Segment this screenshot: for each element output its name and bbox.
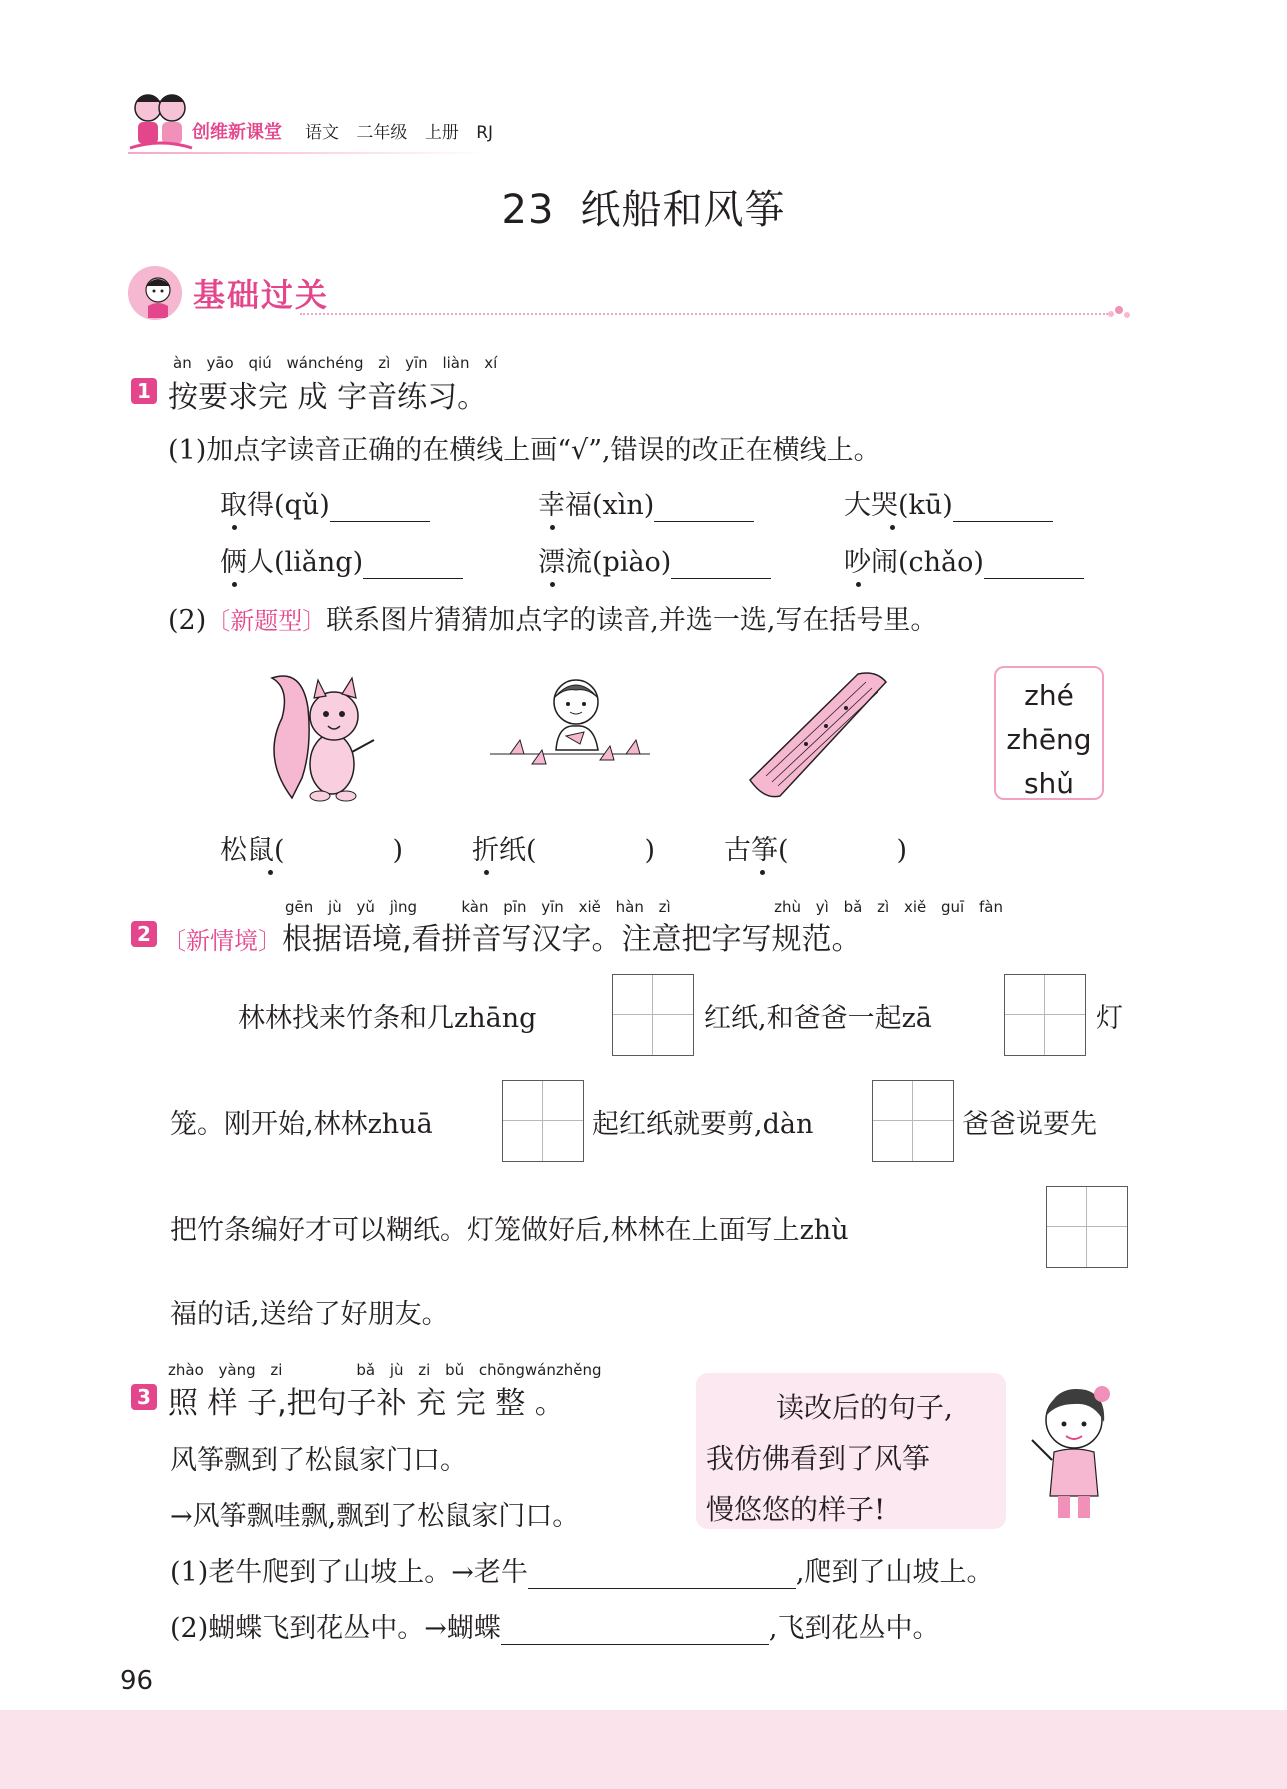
answer-blank[interactable] (984, 548, 1084, 579)
header-grade: 二年级 (356, 123, 408, 143)
q3-item2: (2)蝴蝶飞到花丛中。→蝴蝶 ,飞到花丛中。 (170, 1613, 940, 1644)
q1-fill-item: 松鼠( ) (220, 835, 404, 866)
section-title: 基础过关 (193, 276, 330, 314)
q1-word-item: 吵闹(chǎo) (844, 540, 1084, 579)
answer-blank[interactable] (330, 491, 430, 522)
footer-band (0, 1710, 1287, 1789)
q1-fill-item: 折纸( ) (472, 835, 656, 866)
emphasis-dot (550, 525, 555, 530)
q2-line1-a: 林林找来竹条和几zhāng (238, 1003, 537, 1034)
q2-line2-c: 爸爸说要先 (962, 1109, 1097, 1140)
q1-part2-instruction: (2)〔新题型〕联系图片猜猜加点字的读音,并选一选,写在括号里。 (168, 605, 938, 636)
q1-fill-item: 古筝( ) (724, 835, 908, 866)
emphasis-dot (760, 870, 765, 875)
lesson-title (0, 178, 1287, 235)
answer-blank[interactable] (953, 491, 1053, 522)
q1-word-item: 漂流(piào) (538, 540, 771, 579)
emphasis-dot (232, 582, 237, 587)
q3-example-rewrite: →风筝飘哇飘,飘到了松鼠家门口。 (170, 1501, 580, 1532)
pinyin-option: shǔ (1023, 767, 1075, 800)
squirrel-image (262, 668, 382, 804)
answer-blank[interactable] (501, 1614, 769, 1645)
header-brand: 创维新课堂 (192, 122, 282, 143)
q1-word-item: 幸福(xìn) (538, 483, 754, 522)
q2-line1-c: 灯 (1096, 1003, 1123, 1034)
section-divider-dots-icon (1106, 302, 1132, 320)
emphasis-dot (484, 870, 489, 875)
writing-grid-box[interactable] (502, 1080, 584, 1162)
guzheng-image (746, 668, 892, 804)
lesson-name: 纸船和风筝 (580, 187, 786, 233)
q3-number: 3 (131, 1384, 157, 1410)
section-divider (300, 313, 1108, 315)
header-edition: RJ (476, 123, 494, 143)
writing-grid-box[interactable] (872, 1080, 954, 1162)
q2-line1-b: 红纸,和爸爸一起zā (704, 1003, 932, 1034)
q2-line2-a: 笼。刚开始,林林zhuā (170, 1109, 433, 1140)
lesson-number: 23 (501, 187, 555, 233)
boy-folding-paper-image (480, 674, 660, 784)
q1-title: 按要求完 成 字音练习。 (168, 380, 488, 415)
emphasis-dot (550, 582, 555, 587)
q1-word-item: 俩人(liǎng) (220, 540, 463, 579)
new-context-tag: 〔新情境〕 (162, 927, 282, 955)
q3-item1: (1)老牛爬到了山坡上。→老牛 ,爬到了山坡上。 (170, 1557, 994, 1588)
q2-title-pinyin: gēn jù yǔ jìng kàn pīn yīn xiě hàn zì zhù yì bǎ zì xiě guī fàn (285, 898, 1003, 916)
header-kids-icon (126, 88, 196, 154)
header-volume: 上册 (424, 123, 459, 143)
answer-blank[interactable] (363, 548, 463, 579)
q1-word-item: 取得(qǔ) (220, 483, 430, 522)
q2-line2-b: 起红纸就要剪,dàn (592, 1109, 814, 1140)
q2-number: 2 (131, 921, 157, 947)
writing-grid-box[interactable] (1004, 974, 1086, 1056)
q2-title-line (162, 914, 862, 958)
section-girl-icon (128, 266, 182, 320)
header-subject: 语文 (305, 123, 339, 143)
q2-line3-a: 把竹条编好才可以糊纸。灯笼做好后,林林在上面写上zhù (170, 1215, 849, 1246)
q3-title: 照 样 子,把句子补 充 完 整 。 (168, 1386, 565, 1421)
emphasis-dot (890, 525, 895, 530)
pinyin-option: zhé (1024, 679, 1074, 712)
answer-blank[interactable] (671, 548, 771, 579)
girl-character-image (1024, 1376, 1130, 1526)
answer-blank[interactable] (654, 491, 754, 522)
emphasis-dot (856, 582, 861, 587)
new-question-type-tag: 〔新题型〕 (206, 607, 327, 635)
q2-line4: 福的话,送给了好朋友。 (170, 1299, 449, 1330)
q1-number: 1 (131, 378, 157, 404)
page-number: 96 (120, 1666, 154, 1696)
header-divider (128, 152, 488, 154)
emphasis-dot (268, 870, 273, 875)
writing-grid-box[interactable] (612, 974, 694, 1056)
q2-title: 根据语境,看拼音写汉字。注意把字写规范。 (282, 922, 862, 957)
emphasis-dot (232, 525, 237, 530)
q3-title-pinyin: zhào yàng zi bǎ jù zi bǔ chōngwánzhěng (168, 1361, 602, 1379)
writing-grid-box[interactable] (1046, 1186, 1128, 1268)
q1-title-pinyin: àn yāo qiú wánchéng zì yīn liàn xí (173, 354, 498, 372)
q1-word-item: 大哭(kū) (844, 483, 1053, 522)
tip-text: 读改后的句子, 我仿佛看到了风筝 慢悠悠的样子! (706, 1391, 953, 1526)
answer-blank[interactable] (528, 1558, 796, 1589)
pinyin-options-box (994, 666, 1104, 800)
q1-part1-instruction: (1)加点字读音正确的在横线上画“√”,错误的改正在横线上。 (168, 435, 881, 466)
header-book-info (305, 118, 505, 143)
q3-example-sentence: 风筝飘到了松鼠家门口。 (170, 1445, 467, 1476)
pinyin-option: zhēng (1006, 723, 1092, 756)
